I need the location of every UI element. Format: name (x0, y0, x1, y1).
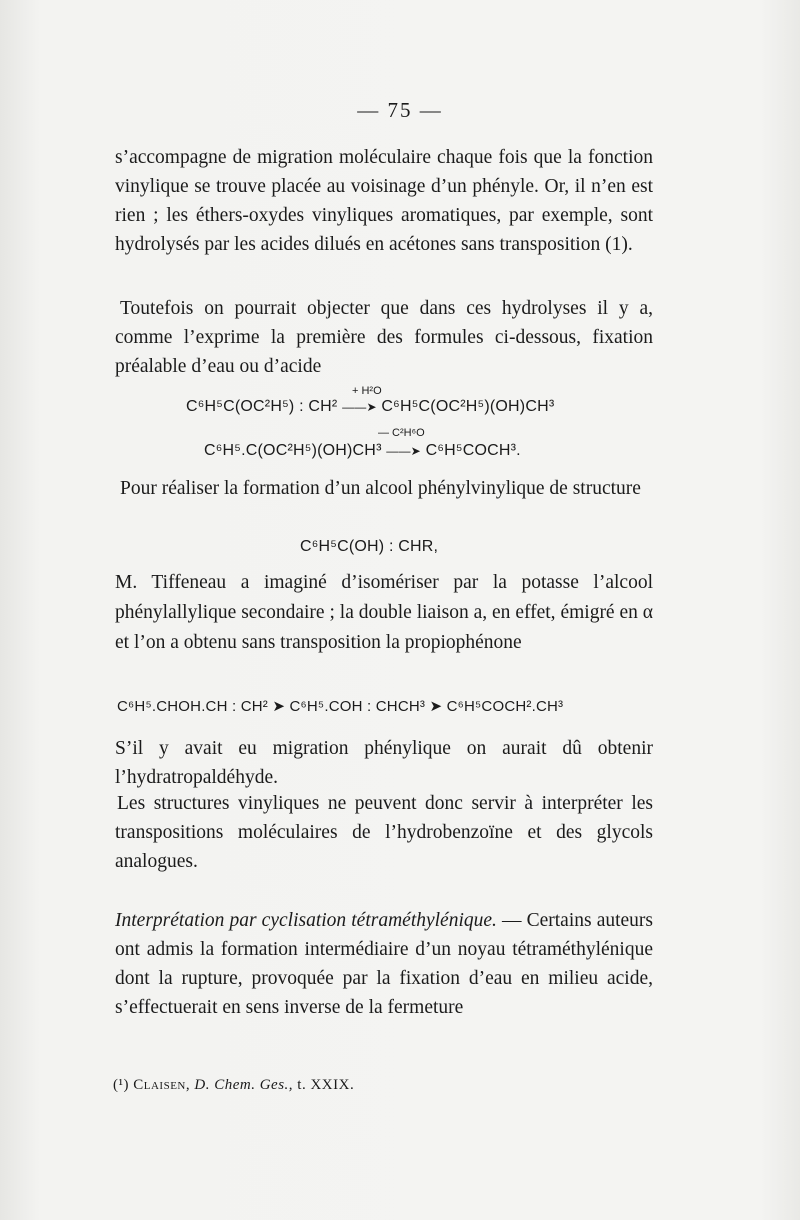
eq1-left: C⁶H⁵C(OC²H⁵) : CH² (186, 398, 338, 415)
eq1-right: C⁶H⁵C(OC²H⁵)(OH)CH³ (381, 398, 555, 415)
paragraph-4 (115, 568, 653, 658)
paragraph-7-body: — Certains auteurs ont admis la formation intermédiaire d’un noyau tétraméthylénique dont la rupture, provoquée par la fixation d’eau en milieu acide, s’effectuerait en sens inverse de la fermeture (115, 910, 654, 1018)
formula-4: C⁶H⁵.CHOH.CH : CH² ➤ C⁶H⁵.COH : CHCH³ ➤ C⁶H⁵COCH².CH³ (117, 698, 564, 715)
equation-2 (204, 442, 521, 460)
paragraph-7-text (115, 906, 653, 1022)
equation-1 (186, 398, 554, 416)
eq1-arrow-label: + H²O (352, 385, 382, 397)
paragraph-1 (115, 143, 653, 259)
paragraph-2-text: Toutefois on pourrait objecter que dans ces hydrolyses il y a, comme l’exprime la première des formules ci-dessous, fixation préalable d’eau ou d’acide (115, 298, 653, 377)
footnote-author: Claisen, (133, 1077, 191, 1093)
paragraph-7 (115, 906, 653, 1022)
paragraph-1-text: s’accompagne de migration moléculaire chaque fois que la fonction vinylique se trouve placée au voisinage d’un phényle. Or, il n’en est rien ; les éthers-oxydes vinyliques aromatiques, par exemple, sont hydrolysés par les acides dilués en acétones sans transposition (1). (115, 147, 653, 255)
eq1-arrow: ——➤ (342, 400, 377, 414)
paragraph-3-text: Pour réaliser la formation d’un alcool phénylvinylique de structure (120, 478, 641, 499)
eq2-right: C⁶H⁵COCH³. (425, 442, 521, 459)
eq2-left: C⁶H⁵.C(OC²H⁵)(OH)CH³ (204, 442, 382, 459)
eq2-arrow: ——➤ (386, 444, 421, 458)
paragraph-3 (115, 474, 653, 503)
paragraph-6 (115, 789, 653, 876)
section-heading-italic: Interprétation par cyclisation tétraméthylénique. (115, 910, 497, 931)
paragraph-5 (115, 734, 653, 792)
paragraph-2 (115, 294, 653, 381)
formula-3: C⁶H⁵C(OH) : CHR, (300, 538, 439, 555)
paragraph-4-text: M. Tiffeneau a imaginé d’isomériser par la potasse l’alcool phénylallylique secondaire ; la double liaison a, en effet, émigré en α et l’on a obtenu sans transposition la propiophénone (115, 572, 653, 653)
eq2-arrow-label: — C²H⁶O (378, 427, 425, 439)
footnote-volume: t. XXIX. (297, 1077, 355, 1093)
footnote-mark: (¹) (113, 1077, 129, 1093)
footnote-journal: D. Chem. Ges., (194, 1077, 294, 1093)
paragraph-6-text: Les structures vinyliques ne peuvent donc servir à interpréter les transpositions moléculaires de l’hydrobenzoïne et des glycols analogues. (115, 793, 653, 872)
page-number: — 75 — (357, 98, 443, 122)
footnote (113, 1077, 354, 1094)
paragraph-5-text: S’il y avait eu migration phénylique on aurait dû obtenir l’hydratropaldéhyde. (115, 738, 653, 788)
